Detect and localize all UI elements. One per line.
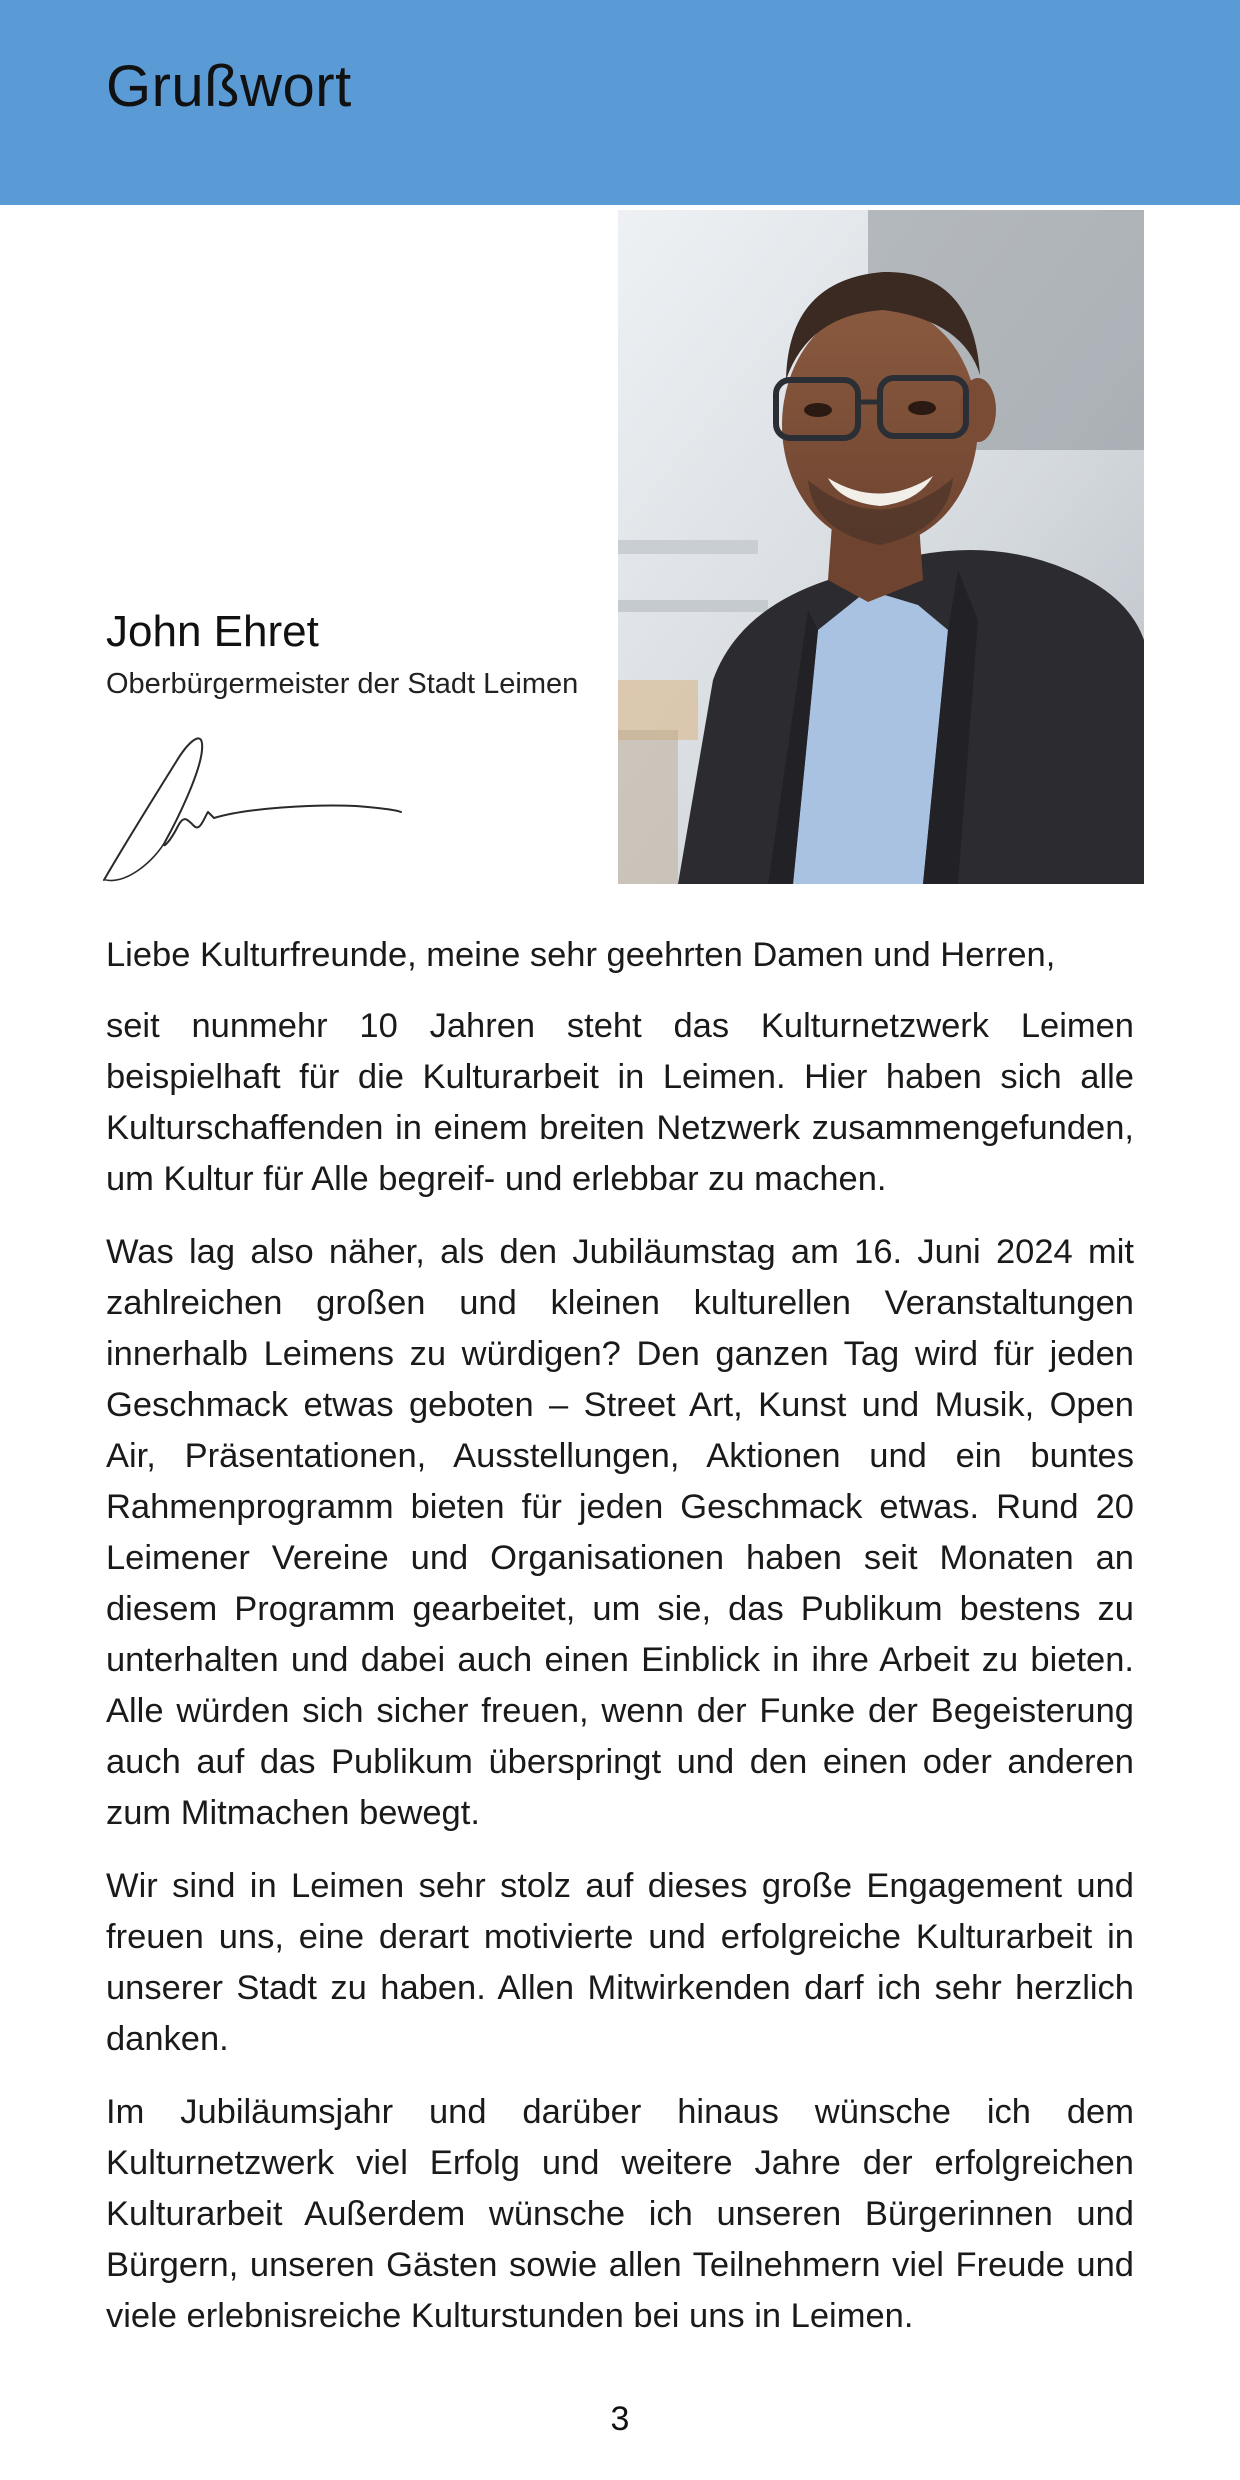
paragraph-1: seit nunmehr 10 Jahren steht das Kulturnetzwerk Leimen beispielhaft für die Kulturarbeit in Leimen. Hier haben sich alle Kulturschaffenden in einem breiten Netzwerk zusammengefunden, um Kultur für Alle begreif- und erlebbar zu machen. — [106, 1007, 1134, 1198]
signature — [96, 722, 416, 892]
header-band — [0, 0, 1240, 205]
salutation: Liebe Kulturfreunde, meine sehr geehrten Damen und Herren, — [106, 936, 1056, 974]
author-name: John Ehret — [106, 607, 319, 656]
author-role: Oberbürgermeister der Stadt Leimen — [106, 668, 579, 700]
portrait-photo — [618, 210, 1144, 884]
page-number: 3 — [610, 2400, 630, 2438]
letter-body — [106, 930, 1134, 2364]
paragraph-3: Wir sind in Leimen sehr stolz auf dieses große Engagement und freuen uns, eine derart motivierte und erfolgreiche Kulturarbeit in unserer Stadt zu haben. Allen Mitwirkenden darf ich sehr herzlich danken. — [106, 1867, 1134, 2058]
page-title: Grußwort — [106, 54, 352, 119]
paragraph-4: Im Jubiläumsjahr und darüber hinaus wünsche ich dem Kulturnetzwerk viel Erfolg und weitere Jahre der erfolgreichen Kulturarbeit Außerdem wünsche ich unseren Bürgerinnen und Bürgern, unseren Gästen sowie allen Teilnehmern viel Freude und viele erlebnisreiche Kulturstunden bei uns in Leimen. — [106, 2093, 1134, 2335]
paragraph-2: Was lag also näher, als den Jubiläumstag am 16. Juni 2024 mit zahlreichen großen und kleinen kulturellen Veranstaltungen innerhalb Leimens zu würdigen? Den ganzen Tag wird für jeden Geschmack etwas geboten – Street Art, Kunst und Musik, Open Air, Präsentationen, Ausstellungen, Aktionen und ein buntes Rahmenprogramm bieten für jeden Geschmack etwas. Rund 20 Leimener Vereine und Organisationen haben seit Monaten an diesem Programm gearbeitet, um sie, das Publikum bestens zu unterhalten und dabei auch einen Einblick in ihre Arbeit zu bieten. Alle würden sich sicher freuen, wenn der Funke der Begeisterung auch auf das Publikum überspringt und den einen oder anderen zum Mitmachen bewegt. — [106, 1233, 1134, 1832]
author-portrait — [618, 210, 1144, 884]
